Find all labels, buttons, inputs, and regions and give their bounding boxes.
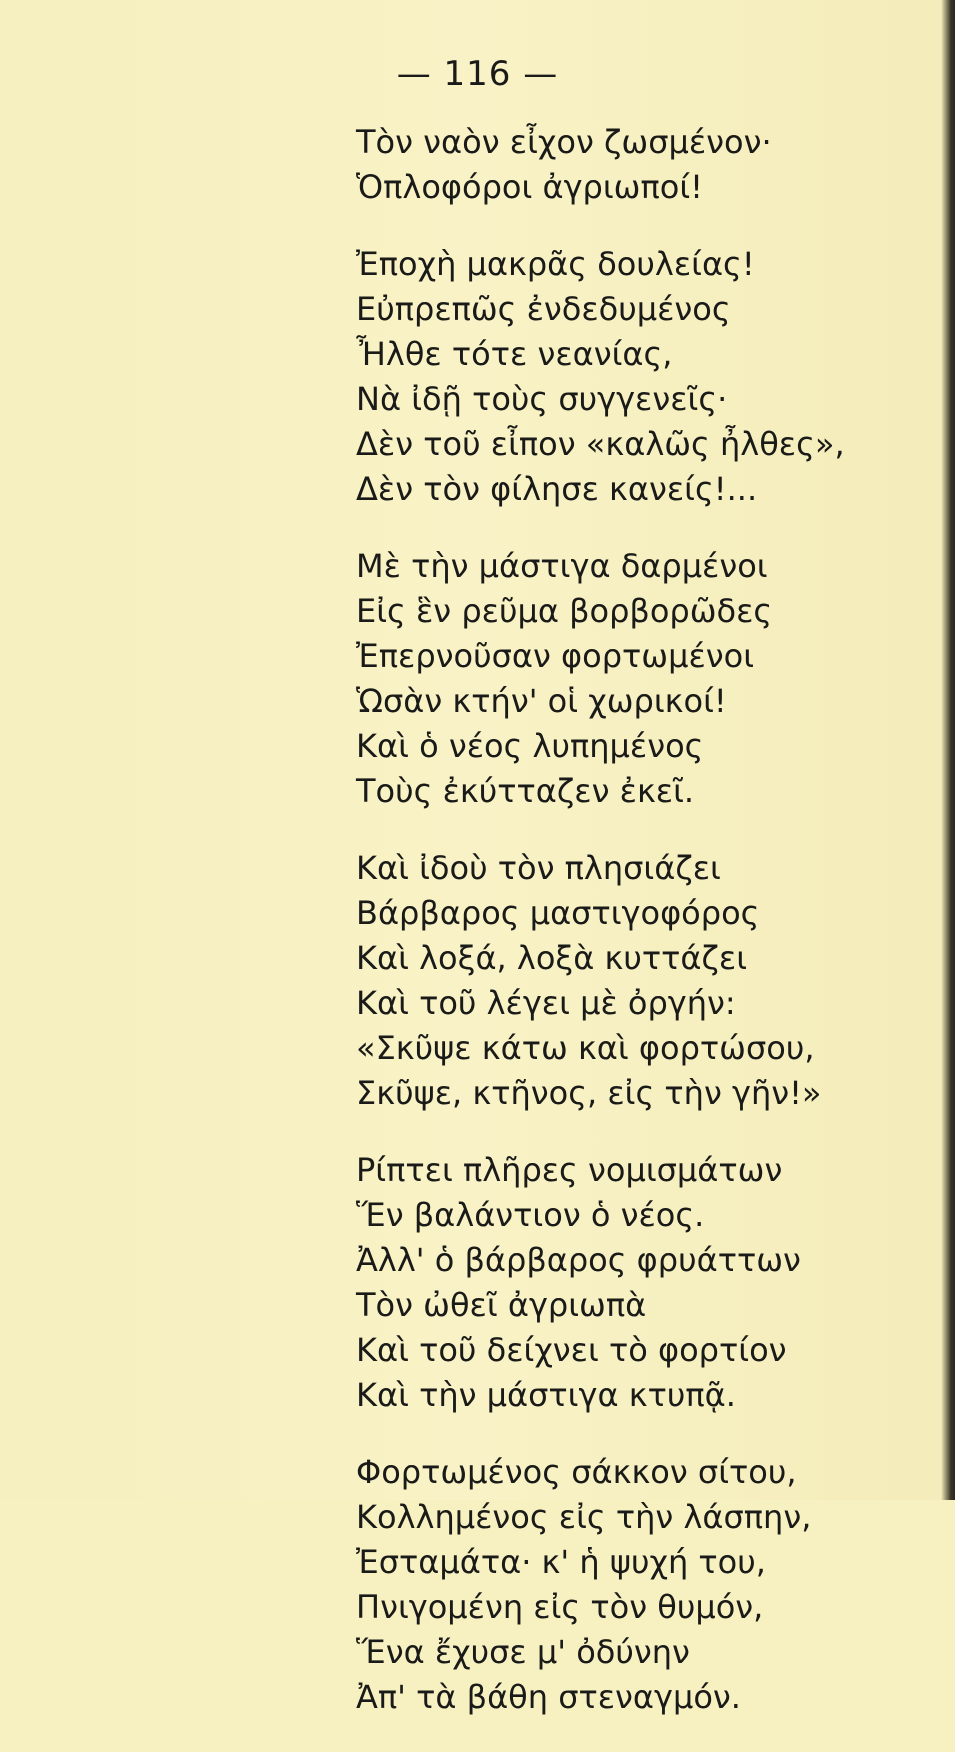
stanza	[356, 120, 916, 210]
poem-line: Καὶ τοῦ δείχνει τὸ φορτίον	[356, 1331, 787, 1369]
poem-line: Καὶ ὁ νέος λυπημένος	[356, 727, 704, 765]
poem-line: Ὡσὰν κτήν' οἱ χωρικοί!	[356, 682, 727, 720]
poem-line: Ὁπλοφόροι ἀγριωποί!	[356, 168, 703, 206]
poem-line: Ἕν βαλάντιον ὁ νέος.	[356, 1196, 705, 1234]
poem-line: Τοὺς ἐκύτταζεν ἐκεῖ.	[356, 772, 695, 810]
poem-line: Τὸν ναὸν εἶχον ζωσμένον·	[356, 123, 772, 161]
page-edge-shadow	[941, 0, 955, 1500]
stanza	[356, 1148, 916, 1418]
poem-line: Ἐσταμάτα· κ' ἡ ψυχή του,	[356, 1543, 766, 1581]
stanza	[356, 544, 916, 814]
poem-line: Ρίπτει πλῆρες νομισμάτων	[356, 1151, 783, 1189]
poem-line: Νὰ ἰδῇ τοὺς συγγενεῖς·	[356, 380, 728, 418]
poem-line: Δὲν τὸν φίλησε κανείς!...	[356, 470, 758, 508]
poem-line: Δὲν τοῦ εἶπον «καλῶς ἦλθες»,	[356, 425, 845, 463]
poem-line: Φορτωμένος σάκκον σίτου,	[356, 1453, 797, 1491]
poem-line: Μὲ τὴν μάστιγα δαρμένοι	[356, 547, 768, 585]
stanza	[356, 242, 916, 512]
poem-line: Εἰς ἓν ρεῦμα βορβορῶδες	[356, 592, 773, 630]
poem-line: Ἦλθε τότε νεανίας,	[356, 335, 673, 373]
stanza	[356, 1450, 916, 1720]
poem-line: Καὶ τὴν μάστιγα κτυπᾷ.	[356, 1376, 736, 1414]
poem-line: «Σκῦψε κάτω καὶ φορτώσου,	[356, 1029, 815, 1067]
poem-line: Εὐπρεπῶς ἐνδεδυμένος	[356, 290, 731, 328]
stanza	[356, 846, 916, 1116]
poem-line: Κολλημένος εἰς τὴν λάσπην,	[356, 1498, 812, 1536]
poem-line: Ἕνα ἔχυσε μ' ὀδύνην	[356, 1633, 690, 1671]
poem-line: Καὶ λοξά, λοξὰ κυττάζει	[356, 939, 748, 977]
poem-line: Καὶ τοῦ λέγει μὲ ὀργήν:	[356, 984, 736, 1022]
poem-line: Σκῦψε, κτῆνος, εἰς τὴν γῆν!»	[356, 1074, 822, 1112]
poem-line: Ἐποχὴ μακρᾶς δουλείας!	[356, 245, 755, 283]
poem-line: Ἀπ' τὰ βάθη στεναγμόν.	[356, 1678, 741, 1716]
poem-line: Ἐπερνοῦσαν φορτωμένοι	[356, 637, 755, 675]
poem-line: Ἀλλ' ὁ βάρβαρος φρυάττων	[356, 1241, 801, 1279]
page-number: — 116 —	[396, 54, 559, 94]
poem-line: Βάρβαρος μαστιγοφόρος	[356, 894, 760, 932]
poem-line: Καὶ ἰδοὺ τὸν πλησιάζει	[356, 849, 721, 887]
poem-line: Πνιγομένη εἰς τὸν θυμόν,	[356, 1588, 764, 1626]
poem-line: Τὸν ὠθεῖ ἀγριωπὰ	[356, 1286, 647, 1324]
poem	[356, 120, 916, 1752]
